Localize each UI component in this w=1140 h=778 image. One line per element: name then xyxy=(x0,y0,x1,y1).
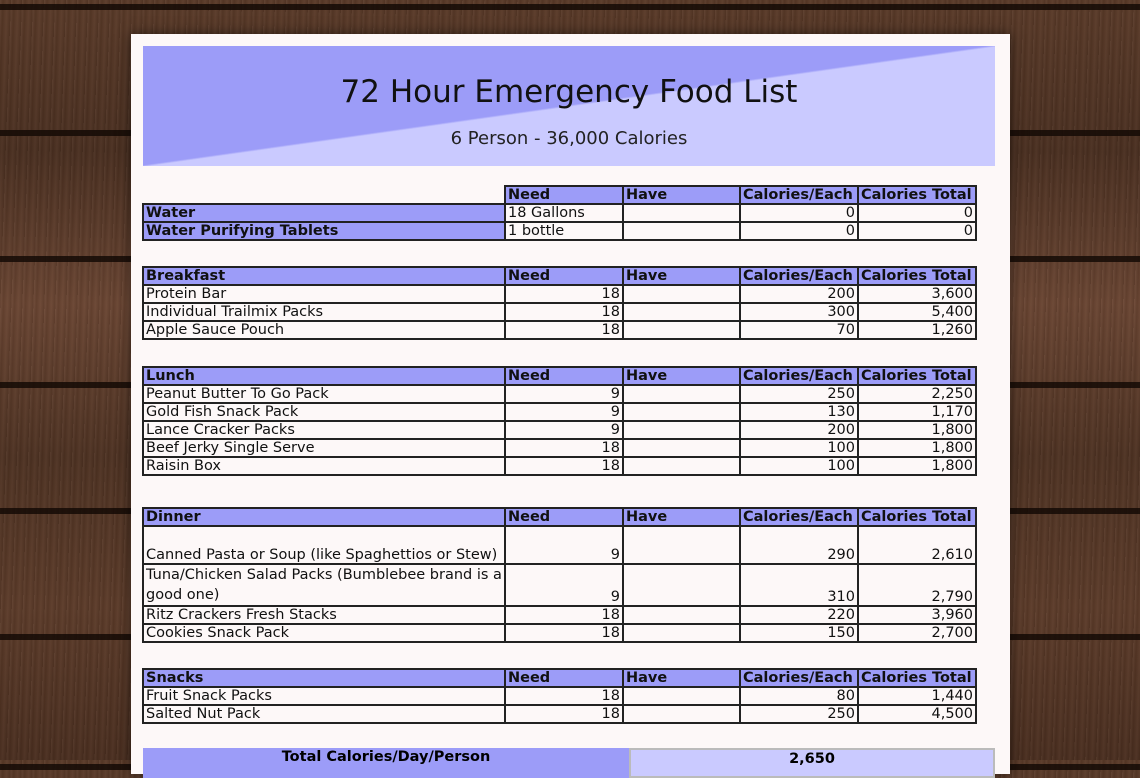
calories-each-cell: 250 xyxy=(740,705,858,723)
need-cell: 9 xyxy=(505,385,623,403)
item-name: Water Purifying Tablets xyxy=(143,222,505,240)
have-cell[interactable] xyxy=(623,321,740,339)
have-cell[interactable] xyxy=(623,526,740,564)
item-name: Beef Jerky Single Serve xyxy=(143,439,505,457)
have-cell[interactable] xyxy=(623,222,740,240)
need-cell: 18 xyxy=(505,705,623,723)
item-name: Salted Nut Pack xyxy=(143,705,505,723)
calories-total-cell: 3,600 xyxy=(858,285,976,303)
calories-each-cell: 0 xyxy=(740,204,858,222)
have-cell[interactable] xyxy=(623,457,740,475)
need-cell: 18 xyxy=(505,285,623,303)
dinner-table xyxy=(142,507,977,643)
need-cell: 18 xyxy=(505,687,623,705)
have-cell[interactable] xyxy=(623,421,740,439)
column-header-need: Need xyxy=(505,669,623,687)
item-name: Protein Bar xyxy=(143,285,505,303)
water-table xyxy=(142,185,977,241)
have-cell[interactable] xyxy=(623,204,740,222)
total-calories-value: 2,650 xyxy=(629,748,995,778)
table-row xyxy=(143,564,976,606)
table-row xyxy=(143,204,976,222)
calories-total-cell: 0 xyxy=(858,204,976,222)
item-name: Cookies Snack Pack xyxy=(143,624,505,642)
section-heading-breakfast: Breakfast xyxy=(143,267,505,285)
breakfast-table xyxy=(142,266,977,340)
calories-total-cell: 4,500 xyxy=(858,705,976,723)
column-header-need: Need xyxy=(505,367,623,385)
page-title: 72 Hour Emergency Food List xyxy=(340,74,798,110)
item-name: Water xyxy=(143,204,505,222)
column-header-have: Have xyxy=(623,186,740,204)
need-cell: 18 Gallons xyxy=(505,204,623,222)
calories-total-cell: 1,800 xyxy=(858,439,976,457)
document-page xyxy=(131,34,1010,774)
table-row xyxy=(143,421,976,439)
item-name: Raisin Box xyxy=(143,457,505,475)
need-cell: 9 xyxy=(505,526,623,564)
calories-each-cell: 200 xyxy=(740,285,858,303)
have-cell[interactable] xyxy=(623,285,740,303)
column-header-have: Have xyxy=(623,367,740,385)
table-row xyxy=(143,303,976,321)
column-header-calories-each: Calories/Each xyxy=(740,267,858,285)
need-cell: 18 xyxy=(505,457,623,475)
table-row xyxy=(143,403,976,421)
have-cell[interactable] xyxy=(623,606,740,624)
calories-total-cell: 2,790 xyxy=(858,564,976,606)
column-header-calories-total: Calories Total xyxy=(858,508,976,526)
need-cell: 9 xyxy=(505,564,623,606)
column-header-have: Have xyxy=(623,267,740,285)
item-name: Canned Pasta or Soup (like Spaghettios or Stew) xyxy=(143,526,505,564)
snacks-table xyxy=(142,668,977,724)
item-name: Fruit Snack Packs xyxy=(143,687,505,705)
section-heading-lunch: Lunch xyxy=(143,367,505,385)
calories-each-cell: 220 xyxy=(740,606,858,624)
lunch-table xyxy=(142,366,977,476)
column-header-calories-total: Calories Total xyxy=(858,186,976,204)
item-name: Gold Fish Snack Pack xyxy=(143,403,505,421)
total-calories-label: Total Calories/Day/Person xyxy=(143,748,629,778)
table-row xyxy=(143,222,976,240)
column-header-calories-each: Calories/Each xyxy=(740,508,858,526)
calories-each-cell: 100 xyxy=(740,457,858,475)
calories-total-cell: 1,170 xyxy=(858,403,976,421)
calories-each-cell: 290 xyxy=(740,526,858,564)
section-heading-dinner: Dinner xyxy=(143,508,505,526)
calories-each-cell: 150 xyxy=(740,624,858,642)
calories-each-cell: 80 xyxy=(740,687,858,705)
item-name: Tuna/Chicken Salad Packs (Bumblebee brand is a good one) xyxy=(143,564,505,606)
have-cell[interactable] xyxy=(623,403,740,421)
item-name: Apple Sauce Pouch xyxy=(143,321,505,339)
blank-header-cell xyxy=(143,186,505,204)
calories-total-cell: 2,700 xyxy=(858,624,976,642)
column-header-have: Have xyxy=(623,669,740,687)
need-cell: 18 xyxy=(505,321,623,339)
have-cell[interactable] xyxy=(623,439,740,457)
calories-total-cell: 1,440 xyxy=(858,687,976,705)
item-name: Peanut Butter To Go Pack xyxy=(143,385,505,403)
need-cell: 18 xyxy=(505,439,623,457)
item-name: Ritz Crackers Fresh Stacks xyxy=(143,606,505,624)
calories-total-cell: 1,800 xyxy=(858,421,976,439)
total-calories-bar xyxy=(143,748,995,778)
table-row xyxy=(143,457,976,475)
calories-total-cell: 3,960 xyxy=(858,606,976,624)
column-header-calories-total: Calories Total xyxy=(858,669,976,687)
column-header-need: Need xyxy=(505,267,623,285)
calories-each-cell: 300 xyxy=(740,303,858,321)
need-cell: 18 xyxy=(505,624,623,642)
column-header-calories-total: Calories Total xyxy=(858,367,976,385)
have-cell[interactable] xyxy=(623,385,740,403)
calories-total-cell: 0 xyxy=(858,222,976,240)
table-row xyxy=(143,705,976,723)
need-cell: 9 xyxy=(505,421,623,439)
have-cell[interactable] xyxy=(623,624,740,642)
have-cell[interactable] xyxy=(623,303,740,321)
need-cell: 1 bottle xyxy=(505,222,623,240)
page-subtitle: 6 Person - 36,000 Calories xyxy=(450,128,688,149)
item-name: Individual Trailmix Packs xyxy=(143,303,505,321)
section-heading-snacks: Snacks xyxy=(143,669,505,687)
column-header-calories-each: Calories/Each xyxy=(740,186,858,204)
column-header-calories-each: Calories/Each xyxy=(740,367,858,385)
have-cell[interactable] xyxy=(623,564,740,606)
column-header-calories-total: Calories Total xyxy=(858,267,976,285)
column-header-need: Need xyxy=(505,186,623,204)
calories-total-cell: 1,260 xyxy=(858,321,976,339)
column-header-have: Have xyxy=(623,508,740,526)
calories-each-cell: 130 xyxy=(740,403,858,421)
have-cell[interactable] xyxy=(623,705,740,723)
calories-each-cell: 70 xyxy=(740,321,858,339)
column-header-need: Need xyxy=(505,508,623,526)
calories-each-cell: 200 xyxy=(740,421,858,439)
calories-each-cell: 310 xyxy=(740,564,858,606)
calories-total-cell: 2,250 xyxy=(858,385,976,403)
item-name: Lance Cracker Packs xyxy=(143,421,505,439)
table-row xyxy=(143,385,976,403)
table-row xyxy=(143,687,976,705)
calories-each-cell: 250 xyxy=(740,385,858,403)
table-row xyxy=(143,439,976,457)
have-cell[interactable] xyxy=(623,687,740,705)
calories-each-cell: 100 xyxy=(740,439,858,457)
calories-total-cell: 2,610 xyxy=(858,526,976,564)
calories-total-cell: 1,800 xyxy=(858,457,976,475)
table-row xyxy=(143,624,976,642)
title-banner xyxy=(143,46,995,166)
need-cell: 9 xyxy=(505,403,623,421)
table-row xyxy=(143,606,976,624)
need-cell: 18 xyxy=(505,303,623,321)
calories-total-cell: 5,400 xyxy=(858,303,976,321)
table-row xyxy=(143,285,976,303)
need-cell: 18 xyxy=(505,606,623,624)
table-row xyxy=(143,321,976,339)
column-header-calories-each: Calories/Each xyxy=(740,669,858,687)
calories-each-cell: 0 xyxy=(740,222,858,240)
table-row xyxy=(143,526,976,564)
